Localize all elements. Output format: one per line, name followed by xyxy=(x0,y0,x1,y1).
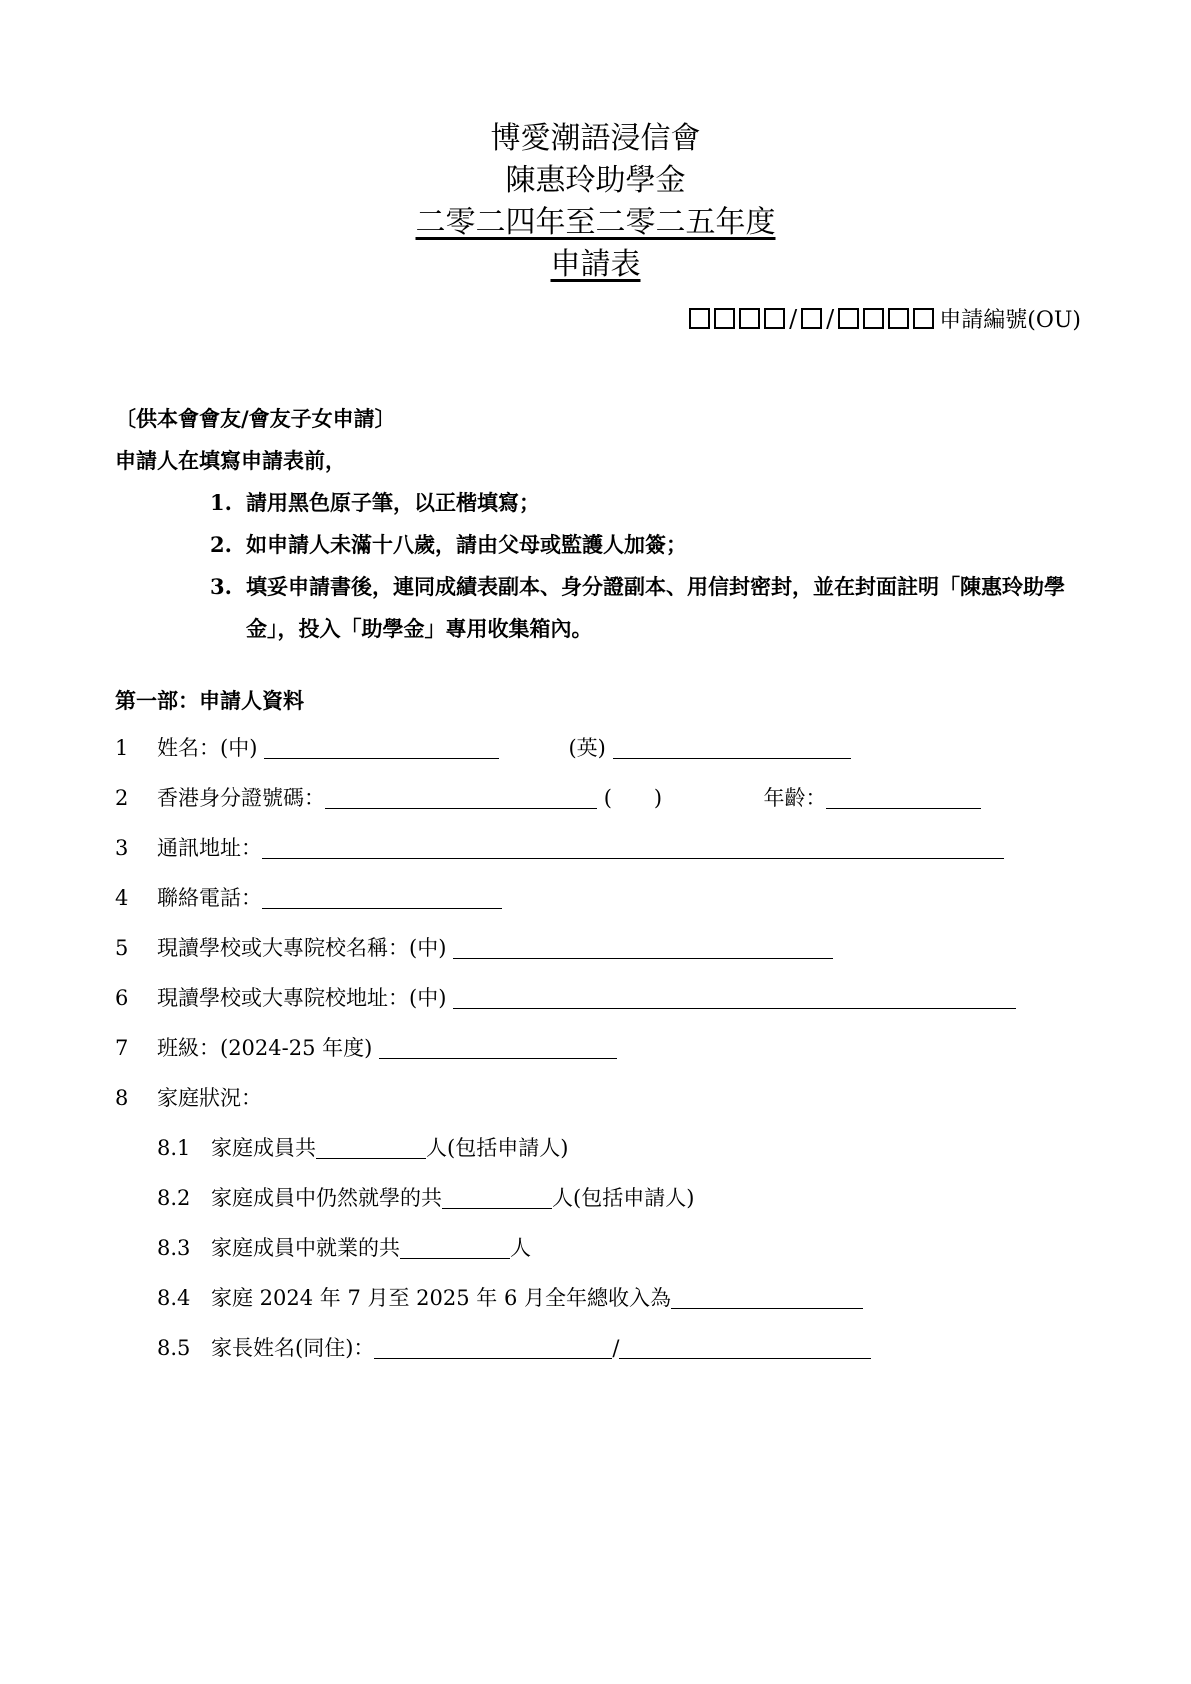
chinese-name-input[interactable] xyxy=(264,736,499,759)
parent-name-input[interactable] xyxy=(374,1336,612,1359)
instructions xyxy=(115,398,1086,650)
field-school-name: 5 現讀學校或大專院校名稱：(中) xyxy=(115,933,833,963)
instruction-item: 2. 如申請人未滿十八歲，請由父母或監護人加簽； xyxy=(210,532,687,557)
employed-members-input[interactable] xyxy=(400,1236,510,1259)
form-header xyxy=(0,118,1191,286)
family-item: 8.1 家庭成員共 人(包括申請人) xyxy=(157,1136,569,1160)
field-label: 現讀學校或大專院校名稱：(中) xyxy=(157,936,447,960)
field-hkid: 2 香港身分證號碼： ( ) 年齡： xyxy=(115,783,981,813)
family-item: 8.3 家庭成員中就業的共 人 xyxy=(157,1236,531,1260)
family-item: 8.2 家庭成員中仍然就學的共 人(包括申請人) xyxy=(157,1186,695,1210)
church-name: 博愛潮語浸信會 xyxy=(490,121,701,156)
hkid-input[interactable] xyxy=(325,786,597,809)
section-title: 第一部：申請人資料 xyxy=(115,688,304,713)
family-item: 8.5 家長姓名(同住)： / xyxy=(157,1333,871,1363)
app-no-box[interactable] xyxy=(764,308,785,329)
instructions-intro: 申請人在填寫申請表前， xyxy=(115,448,346,473)
class-input[interactable] xyxy=(379,1036,617,1059)
address-input[interactable] xyxy=(262,836,1004,859)
app-no-box[interactable] xyxy=(888,308,909,329)
age-input[interactable] xyxy=(826,786,981,809)
phone-input[interactable] xyxy=(262,886,502,909)
field-label: (英) xyxy=(568,736,606,760)
parent-name-input-2[interactable] xyxy=(619,1336,871,1359)
scholarship-name: 陳惠玲助學金 xyxy=(505,163,686,198)
application-number xyxy=(687,303,1081,334)
field-phone: 4 聯絡電話： xyxy=(115,883,502,913)
field-label: 姓名：(中) xyxy=(157,736,258,760)
field-school-address: 6 現讀學校或大專院校地址：(中) xyxy=(115,983,1016,1013)
school-address-input[interactable] xyxy=(453,986,1016,1009)
app-no-box[interactable] xyxy=(863,308,884,329)
field-address: 3 通訊地址： xyxy=(115,833,1004,863)
field-label: 通訊地址： xyxy=(157,836,262,860)
app-no-box[interactable] xyxy=(913,308,934,329)
field-family: 8 家庭狀況： xyxy=(115,1086,262,1110)
hkid-check-digit-input[interactable]: ( ) xyxy=(603,786,663,810)
app-no-box[interactable] xyxy=(689,308,710,329)
field-label: 班級：(2024-25 年度) xyxy=(157,1036,373,1060)
annual-income-input[interactable] xyxy=(671,1286,863,1309)
studying-members-input[interactable] xyxy=(442,1186,552,1209)
instruction-item: 1. 請用黑色原子筆，以正楷填寫； xyxy=(210,490,540,515)
field-label: 現讀學校或大專院校地址：(中) xyxy=(157,986,447,1010)
app-no-box[interactable] xyxy=(801,308,822,329)
eligibility-note: 〔供本會會友/會友子女申請〕 xyxy=(115,406,396,431)
app-no-separator: / xyxy=(826,304,835,333)
app-no-label: 申請編號(OU) xyxy=(939,308,1081,333)
family-item: 8.4 家庭 2024 年 7 月至 2025 年 6 月全年總收入為 xyxy=(157,1283,863,1313)
app-no-separator: / xyxy=(789,304,798,333)
field-class: 7 班級：(2024-25 年度) xyxy=(115,1033,617,1063)
family-members-input[interactable] xyxy=(316,1136,426,1159)
school-name-input[interactable] xyxy=(453,936,833,959)
instructions-list xyxy=(115,482,1086,650)
app-no-box[interactable] xyxy=(739,308,760,329)
form-title: 申請表 xyxy=(550,247,641,282)
instruction-item: 3. 填妥申請書後，連同成績表副本、身分證副本、用信封密封，並在封面註明「陳惠玲助學金」，投入「助學金」專用收集箱內。 xyxy=(210,574,1065,641)
field-label: 家庭狀況： xyxy=(157,1086,262,1110)
app-no-box[interactable] xyxy=(714,308,735,329)
field-label: 聯絡電話： xyxy=(157,886,262,910)
field-label: 香港身分證號碼： xyxy=(157,786,325,810)
field-label: 年齡： xyxy=(763,786,827,810)
field-name: 1 姓名：(中) (英) xyxy=(115,733,851,763)
english-name-input[interactable] xyxy=(613,736,851,759)
app-no-box[interactable] xyxy=(838,308,859,329)
academic-year: 二零二四年至二零二五年度 xyxy=(415,205,776,240)
